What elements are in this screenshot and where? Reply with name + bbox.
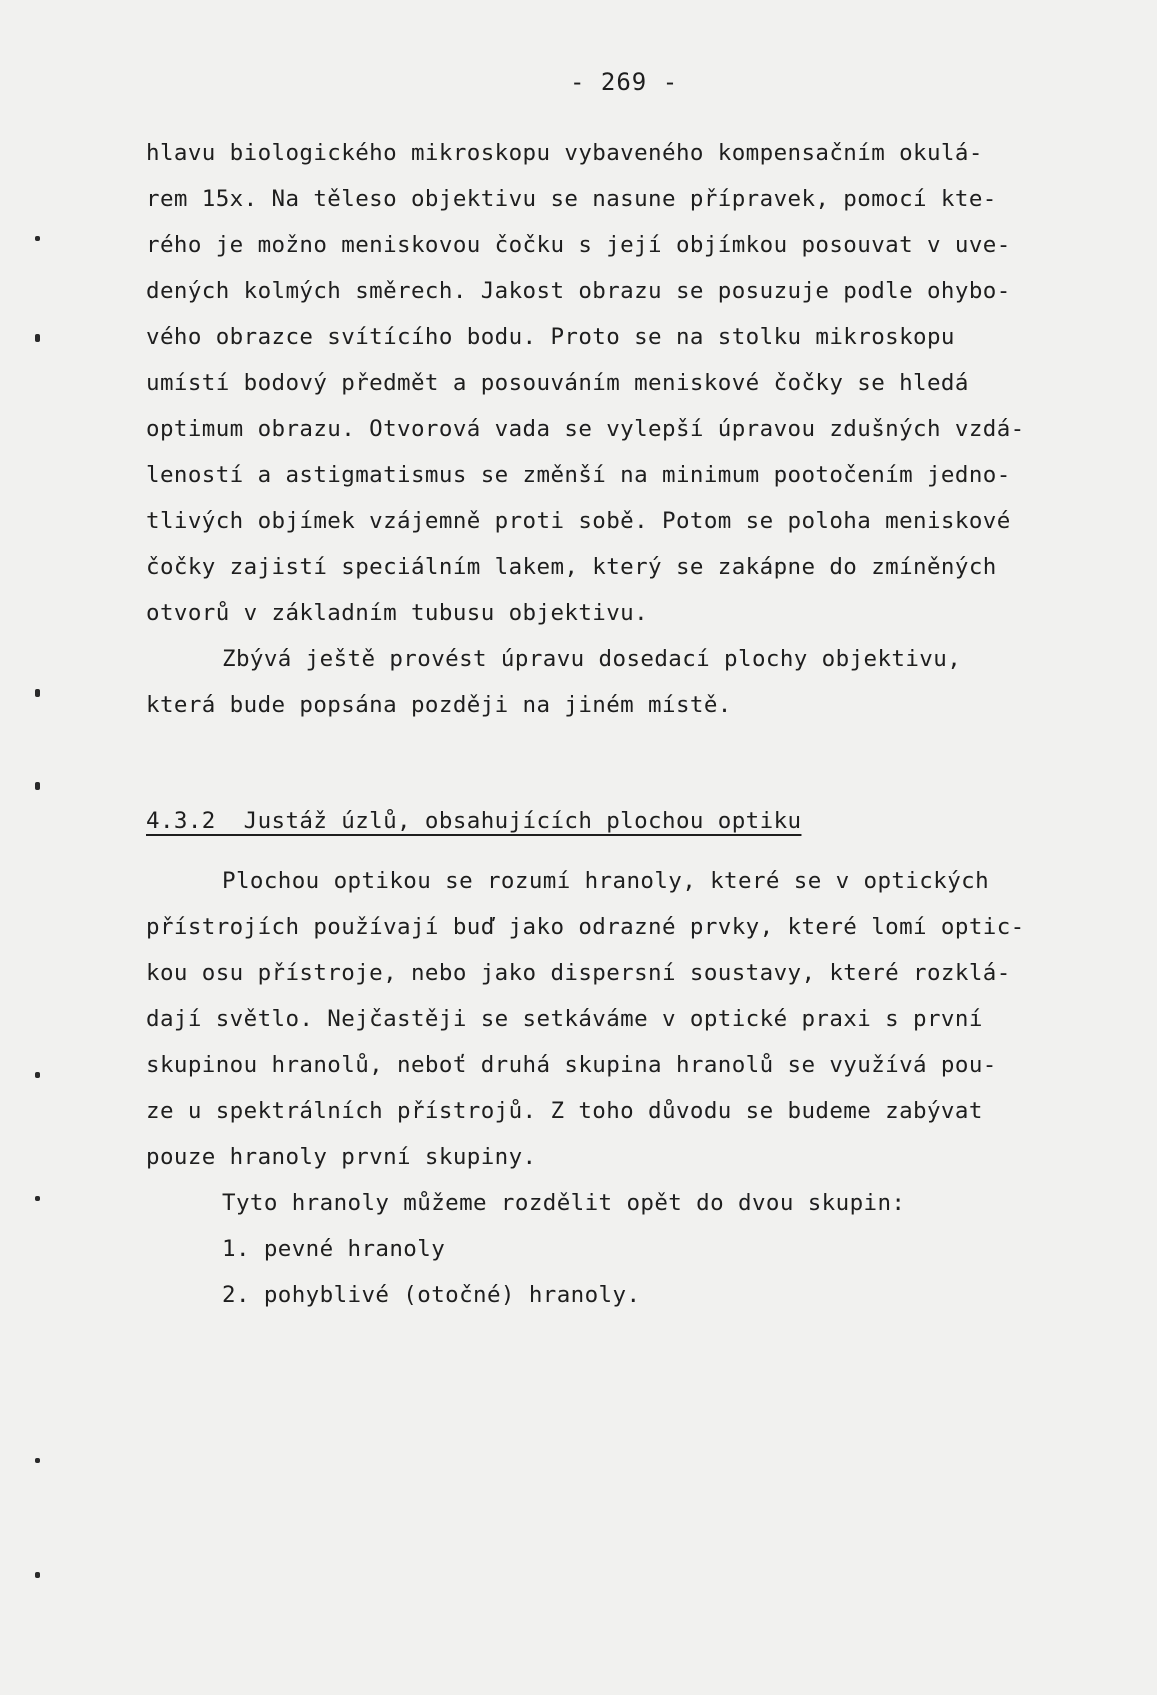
paragraph-line: která bude popsána později na jiném místě.	[146, 692, 732, 718]
paragraph-line: kou osu přístroje, nebo jako dispersní soustavy, které rozklá-	[146, 960, 1011, 986]
paragraph-line: umístí bodový předmět a posouváním meniskové čočky se hledá	[146, 370, 969, 396]
paragraph-line: ze u spektrálních přístrojů. Z toho důvodu se budeme zabývat	[146, 1098, 983, 1124]
page-number: - 269 -	[570, 68, 679, 96]
paragraph-line: Zbývá ještě provést úpravu dosedací plochy objektivu,	[222, 646, 962, 672]
binder-mark	[35, 1072, 40, 1078]
paragraph-line: hlavu biologického mikroskopu vybaveného kompensačním okulá-	[146, 140, 983, 166]
paragraph-line: Plochou optikou se rozumí hranoly, které se v optických	[222, 868, 990, 894]
paragraph-line: přístrojích používají buď jako odrazné prvky, které lomí optic-	[146, 914, 1025, 940]
list-item: 1. pevné hranoly	[222, 1236, 446, 1262]
paragraph-line: skupinou hranolů, neboť druhá skupina hranolů se využívá pou-	[146, 1052, 997, 1078]
paragraph-line: čočky zajistí speciálním lakem, který se zakápne do zmíněných	[146, 554, 997, 580]
binder-mark	[35, 782, 40, 790]
binder-mark	[35, 1196, 40, 1201]
binder-mark	[35, 236, 40, 241]
binder-mark	[35, 689, 40, 697]
list-item: 2. pohyblivé (otočné) hranoly.	[222, 1282, 641, 1308]
binder-mark	[35, 334, 40, 342]
paragraph-line: rého je možno meniskovou čočku s její objímkou posouvat v uve-	[146, 232, 1011, 258]
paragraph-line: optimum obrazu. Otvorová vada se vylepší úpravou zdušných vzdá-	[146, 416, 1025, 442]
paragraph-line: rem 15x. Na těleso objektivu se nasune přípravek, pomocí kte-	[146, 186, 997, 212]
binder-mark	[35, 1572, 40, 1578]
paragraph-line: tlivých objímek vzájemně proti sobě. Potom se poloha meniskové	[146, 508, 1011, 534]
paragraph-line: vého obrazce svítícího bodu. Proto se na stolku mikroskopu	[146, 324, 955, 350]
paragraph-line: otvorů v základním tubusu objektivu.	[146, 600, 649, 626]
section-heading: 4.3.2 Justáž úzlů, obsahujících plochou optiku	[146, 808, 802, 834]
paragraph-line: Tyto hranoly můžeme rozdělit opět do dvou skupin:	[222, 1190, 906, 1216]
paragraph-line: pouze hranoly první skupiny.	[146, 1144, 537, 1170]
paragraph-line: leností a astigmatismus se změnší na minimum pootočením jedno-	[146, 462, 1011, 488]
paragraph-line: dených kolmých směrech. Jakost obrazu se posuzuje podle ohybo-	[146, 278, 1011, 304]
binder-mark	[35, 1458, 40, 1463]
paragraph-line: dají světlo. Nejčastěji se setkáváme v optické praxi s první	[146, 1006, 983, 1032]
